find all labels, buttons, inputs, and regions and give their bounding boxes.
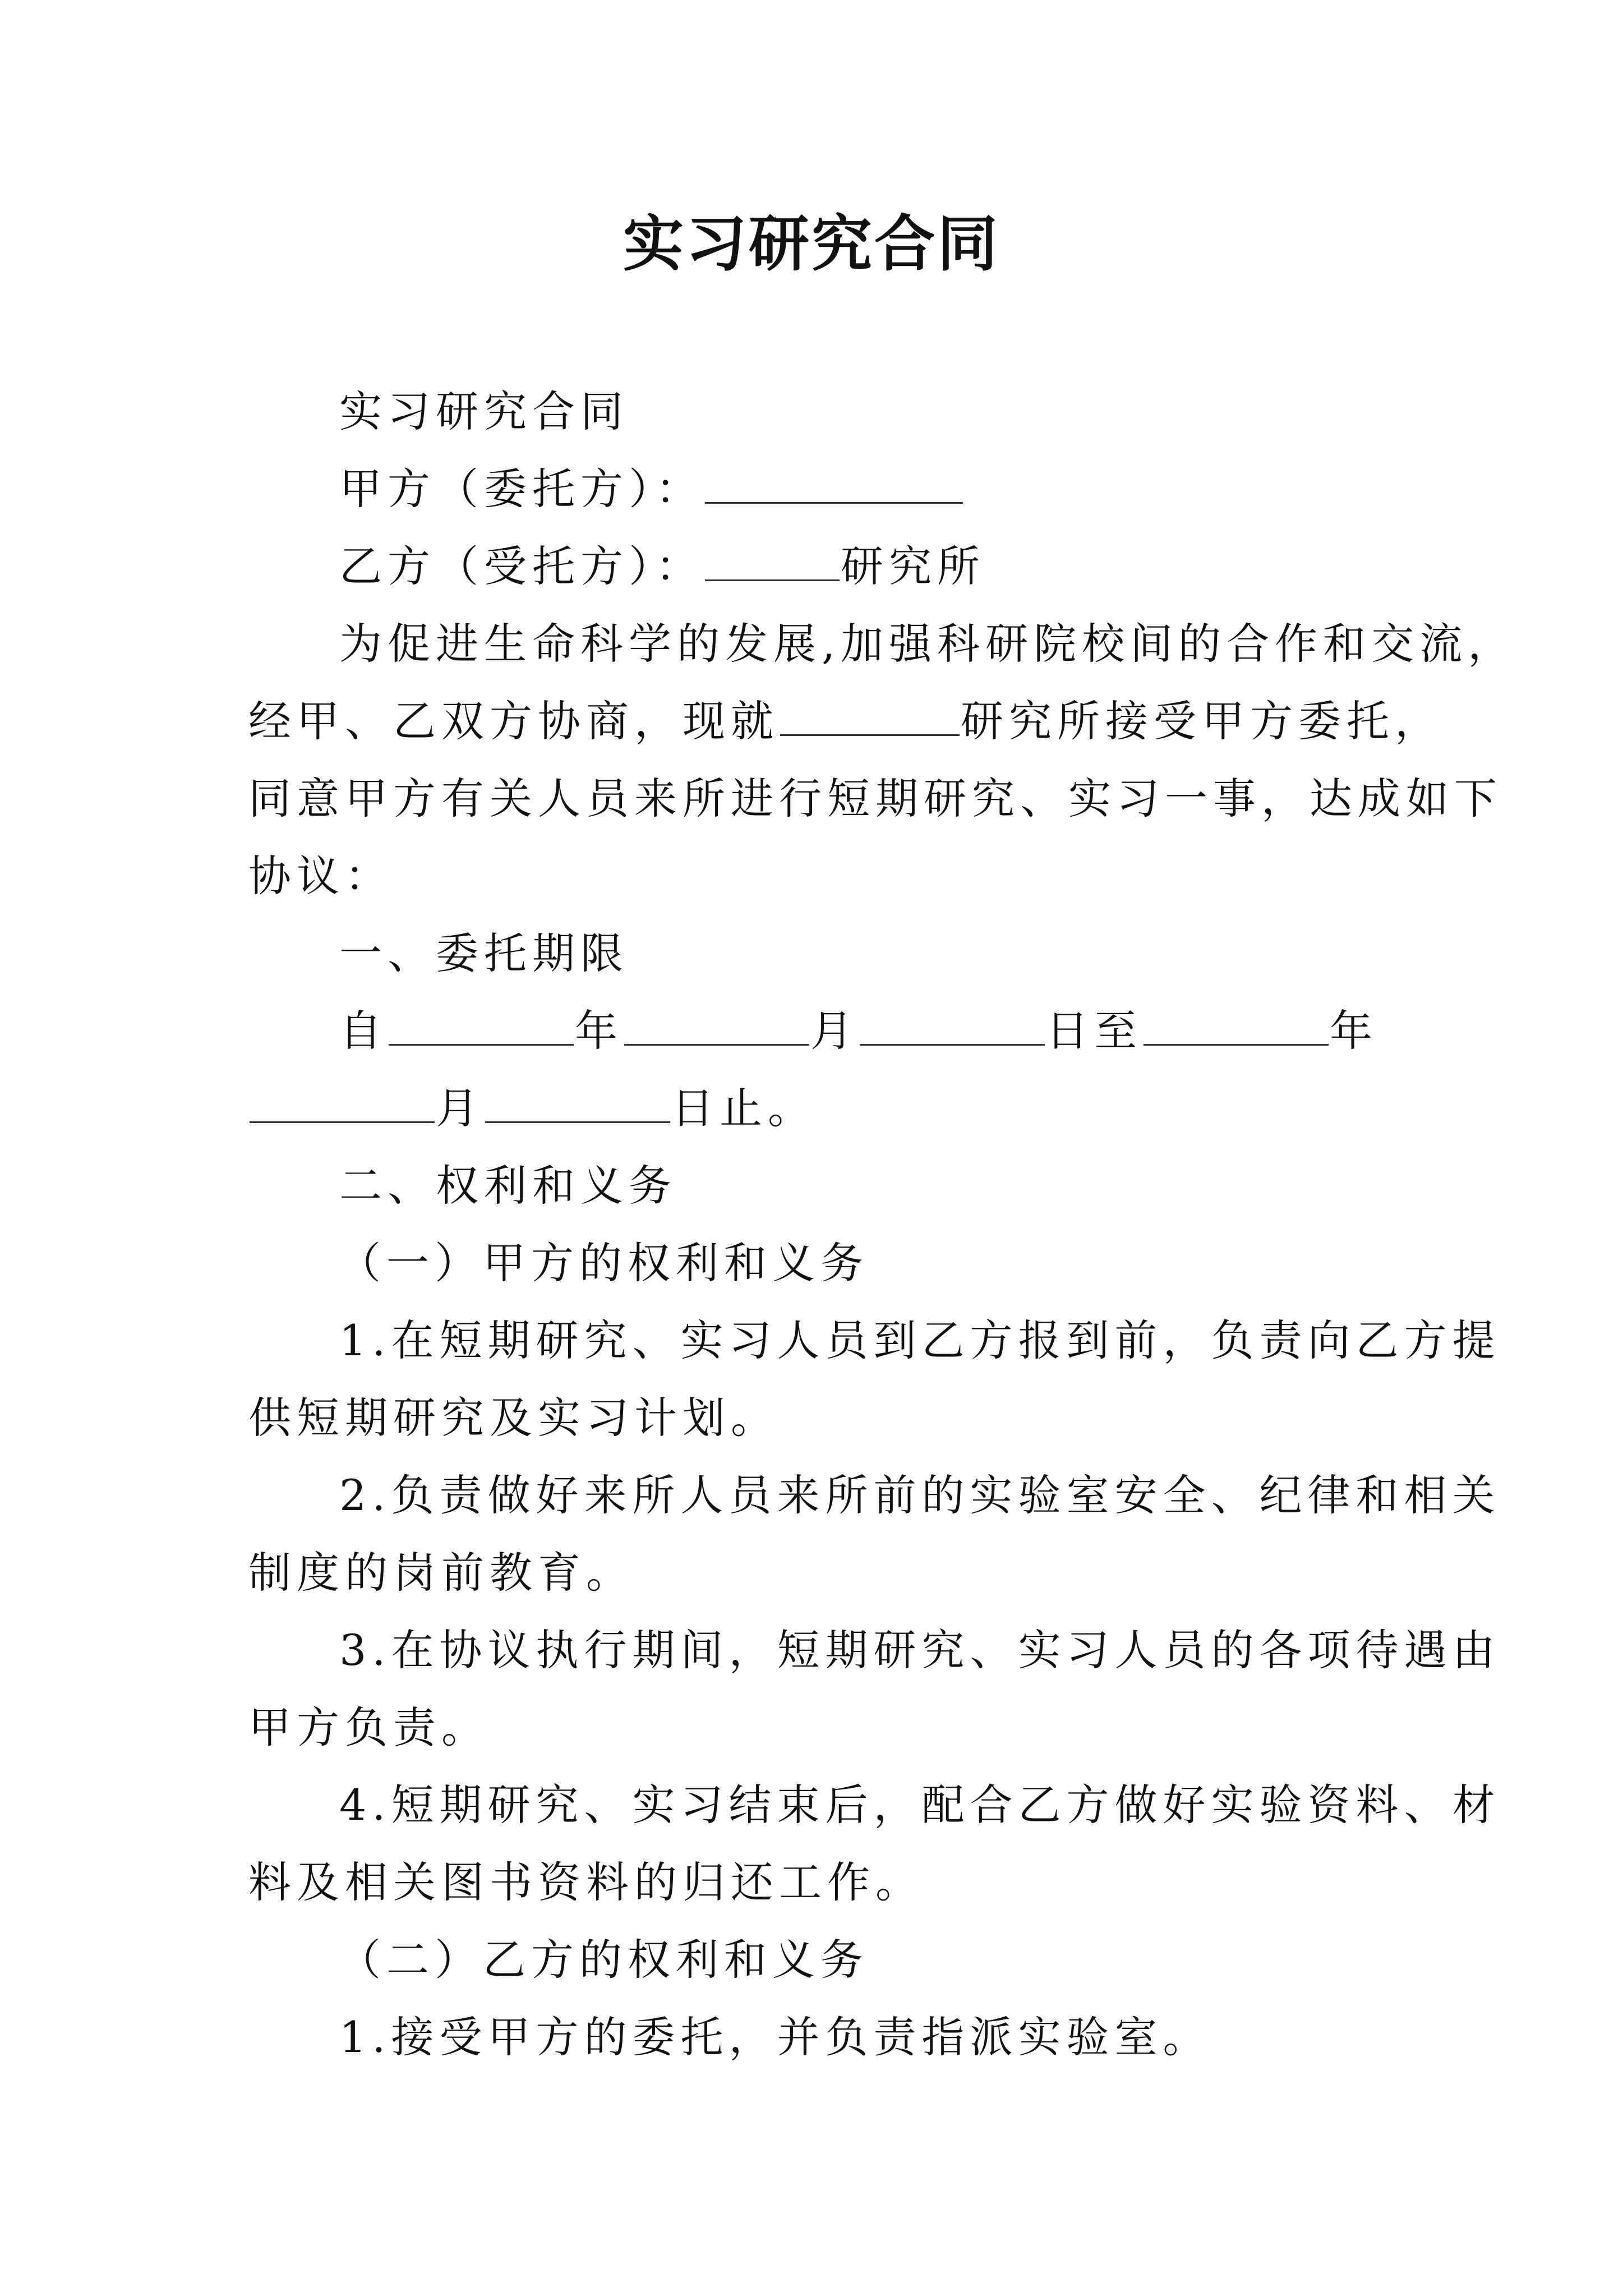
party-a-blank xyxy=(705,463,963,504)
party-b-line xyxy=(248,528,1390,605)
party-a-line xyxy=(248,450,1390,528)
clause-a2-line-1 xyxy=(248,1457,1501,1534)
intro-text-2a: 经甲、乙双方协商，现就 xyxy=(248,696,779,746)
intro-line-3 xyxy=(248,760,1502,838)
clause-a3-line-1 xyxy=(248,1612,1501,1689)
subsection-1-heading xyxy=(248,1225,1390,1302)
date-line-2 xyxy=(248,1070,1390,1147)
intro-text-2b: 研究所接受甲方委托， xyxy=(961,696,1443,746)
clause-a1-line-2 xyxy=(248,1379,1390,1457)
party-b-label: 乙方（受托方）： xyxy=(339,541,704,591)
party-a-label: 甲方（委托方）： xyxy=(339,464,704,514)
intro-text-4: 协议： xyxy=(248,851,393,901)
end-day-blank xyxy=(485,1082,670,1123)
end-year-blank xyxy=(1144,1005,1329,1046)
section-2-heading xyxy=(248,1147,1390,1225)
clause-a4-text-2: 料及相关图书资料的归还工作。 xyxy=(248,1857,924,1907)
date-year-2: 年 xyxy=(1330,1006,1378,1056)
institute-blank xyxy=(780,695,960,736)
clause-a2-text-2: 制度的岗前教育。 xyxy=(248,1548,634,1598)
subsection-2-text: （二）乙方的权利和义务 xyxy=(338,1935,869,1985)
date-month-2: 月 xyxy=(436,1083,484,1133)
clause-a1-line-1 xyxy=(248,1302,1501,1379)
party-b-suffix: 研究所 xyxy=(841,541,985,591)
intro-line-4 xyxy=(248,838,1390,915)
clause-b1-text-1: 1.接受甲方的委托，并负责指派实验室。 xyxy=(339,2012,1211,2062)
date-line-1 xyxy=(248,992,1390,1070)
clause-a4-text-1: 4.短期研究、实习结束后，配合乙方做好实验资料、材 xyxy=(339,1780,1501,1830)
clause-a3-line-2 xyxy=(248,1689,1390,1766)
clause-a4-line-1 xyxy=(248,1766,1501,1844)
date-day-to: 日至 xyxy=(1046,1006,1142,1056)
clause-b1-line-1 xyxy=(248,1999,1390,2076)
section-2-text: 二、权利和义务 xyxy=(339,1161,677,1211)
intro-line-2 xyxy=(248,683,1443,760)
subsection-1-text: （一）甲方的权利和义务 xyxy=(338,1238,869,1288)
clause-a3-text-1: 3.在协议执行期间，短期研究、实习人员的各项待遇由 xyxy=(339,1625,1501,1675)
end-month-blank xyxy=(250,1082,435,1123)
document-title: 实习研究合同 xyxy=(623,209,1000,279)
clause-a1-text-1: 1.在短期研究、实习人员到乙方报到前，负责向乙方提 xyxy=(339,1315,1501,1365)
date-month: 月 xyxy=(810,1006,859,1056)
start-year-blank xyxy=(389,1005,574,1046)
date-end: 日止。 xyxy=(671,1083,816,1133)
start-month-blank xyxy=(624,1005,809,1046)
intro-text-1: 为促进生命科学的发展,加强科研院校间的合作和交流， xyxy=(339,619,1516,669)
subtitle-text: 实习研究合同 xyxy=(339,386,629,436)
clause-a2-text-1: 2.负责做好来所人员来所前的实验室安全、纪律和相关 xyxy=(339,1470,1501,1520)
start-day-blank xyxy=(860,1005,1045,1046)
clause-a1-text-2: 供短期研究及实习计划。 xyxy=(248,1393,779,1443)
date-from: 自 xyxy=(339,1006,388,1056)
date-year: 年 xyxy=(575,1006,623,1056)
party-b-blank xyxy=(705,540,840,581)
intro-text-3: 同意甲方有关人员来所进行短期研究、实习一事，达成如下 xyxy=(248,774,1502,823)
section-1-heading xyxy=(248,915,1390,992)
clause-a3-text-2: 甲方负责。 xyxy=(248,1703,490,1752)
intro-line-1 xyxy=(248,605,1516,683)
subtitle-line xyxy=(248,373,1390,450)
clause-a2-line-2 xyxy=(248,1534,1390,1612)
clause-a4-line-2 xyxy=(248,1844,1390,1921)
document-body xyxy=(248,373,1516,2076)
section-1-text: 一、委托期限 xyxy=(339,928,629,978)
subsection-2-heading xyxy=(248,1921,1390,1999)
